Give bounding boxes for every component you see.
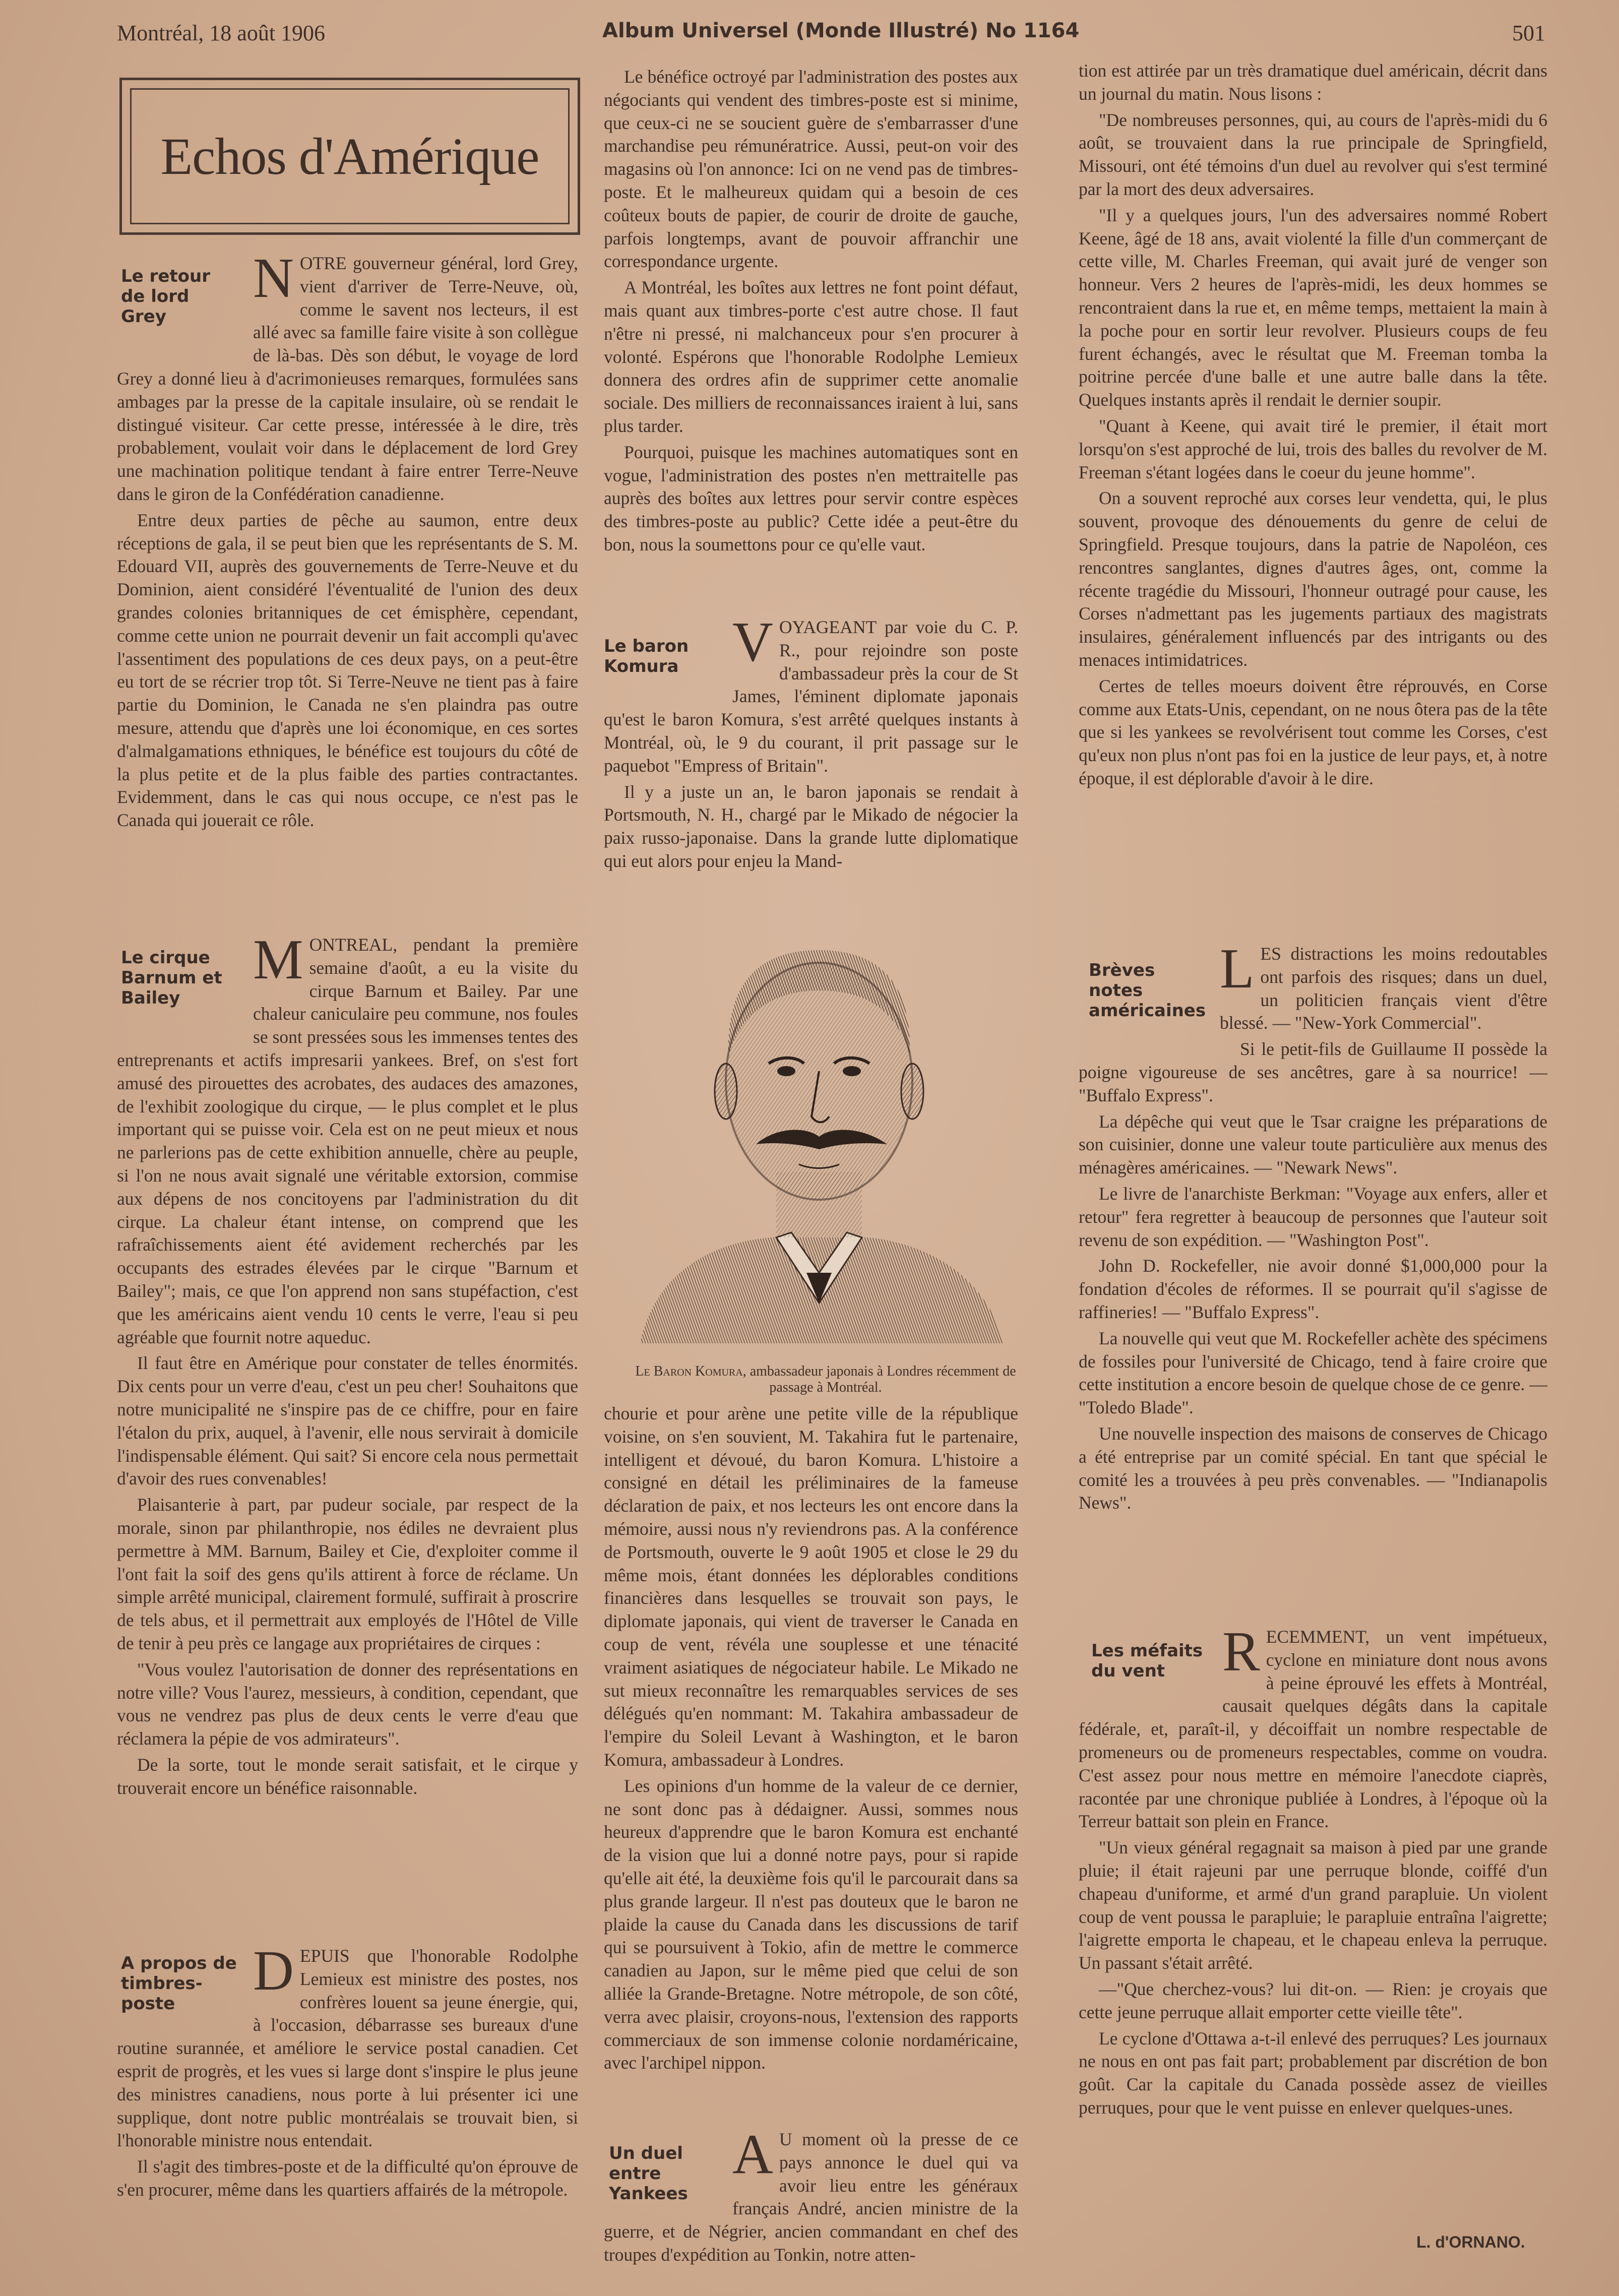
section-title-box — [119, 78, 580, 235]
article-duel — [604, 2123, 1018, 2270]
drop-cap: A — [732, 2123, 773, 2186]
paragraph: "Quant à Keene, qui avait tiré le premier, il était mort lorsqu'on s'est approché de lui, trois des balles du revolver de M. Freeman s'étant logées dans le coeur du jeune homme". — [1079, 415, 1547, 482]
sidebar-title-komura: Le baron Komura — [604, 636, 689, 676]
article-cirque — [117, 928, 578, 1803]
caption-name: Le Baron Komura, — [635, 1363, 746, 1379]
drop-cap: N — [253, 247, 294, 309]
engraved-portrait-icon — [625, 890, 1013, 1343]
paragraph: John D. Rockefeller, nie avoir donné $1,000,000 pour la fondation d'écoles de réformes. Il se pourrait qu'il s'agisse de raffineries! — "Buffalo Express". — [1079, 1256, 1547, 1322]
drop-cap: D — [253, 1940, 294, 2002]
paragraph: OYAGEANT par voie du C. P. R., pour rejoindre son poste d'ambassadeur près la cour de St James, l'éminent diplomate japonais qu'est le baron Komura, s'est arrêté quelques instants à Montréal, où, le 9 du courant, il prit passage sur le paquebot "Empress of Britain". — [604, 617, 1018, 776]
paragraph: Une nouvelle inspection des maisons de conserves de Chicago a été entreprise par un comité spécial. En tant que spécial le comité les a trouvées à peu près convenables. — "Indianapolis News". — [1079, 1423, 1547, 1513]
article-timbres-suite — [604, 66, 1018, 560]
sidebar-title-cirque: Le cirque Barnum et Bailey — [121, 948, 222, 1008]
section-title: Echos d'Amérique — [160, 127, 539, 185]
article-komura — [604, 611, 1018, 876]
article-lord-grey — [117, 247, 578, 835]
article-timbres — [117, 1940, 578, 2205]
article-duel-suite — [1079, 59, 1547, 793]
sidebar-title-lord-grey: Le retour de lord Grey — [121, 266, 210, 327]
drop-cap: V — [732, 611, 773, 673]
paragraph: chourie et pour arène une petite ville de la république voisine, on s'en souvient, M. Takahira fut le partenaire, intelligent et dévoué, du baron Komura. L'histoire a consigné en détail les préliminaires de la fameuse déclaration de paix, et nos lecteurs les ont encore dans la mémoire, aussi nous n'y reviendrons pas. A la conférence de Portsmouth, ouverte le 9 août 1905 et close le 29 du même mois, étant données les déplorables conditions financières dans lesquelles se trouvait son pays, le diplomate japonais, qui vient de traverser le Canada en coup de vent, révéla une souplesse et une ténacité vraiment asiatiques de négociateur habile. Le Mikado ne sut mieux reconnaître les remarquables services de ses délégués qu'en nommant: M. Takahira ambassadeur de l'empire du Soleil Levant à Washington, et le baron Komura, ambassadeur à Londres. — [604, 1403, 1018, 1770]
paragraph: A Montréal, les boîtes aux lettres ne font point défaut, mais quant aux timbres-porte c'est autre chose. Il faut n'être ni pressé, ni malchanceux pour s'en procurer à volonté. Espérons que l'honorable Rodolphe Lemieux donnera des ordres afin de supprimer cette anomalie sociale. Des milliers de reconnaissances iraient à lui, sans plus tarder. — [604, 277, 1018, 436]
paragraph: —"Que cherchez-vous? lui dit-on. — Rien: je croyais que cette jeune perruque allait emporter cette vieille tête". — [1079, 1978, 1547, 2022]
paragraph: Le livre de l'anarchiste Berkman: "Voyage aux enfers, aller et retour" fera regretter à beaucoup de personnes que l'auteur soit revenu de son expédition. — "Washington Post". — [1079, 1183, 1547, 1250]
paragraph: "Il y a quelques jours, l'un des adversaires nommé Robert Keene, âgé de 18 ans, avait violenté la fille d'un commerçant de cette ville, M. Charles Freeman, qui avait juré de venger son honneur. Vers 2 heures de l'après-midi, les deux hommes se rencontraient dans la rue et, en même temps, mettaient la main à la poche pour en sortir leur revolver. Plusieurs coups de feu furent échangés, avec le résultat que M. Freeman tomba la poitrine percée d'une balle et une autre balle dans la tête. Quelques instants après il rendait le dernier soupir. — [1079, 205, 1547, 410]
paragraph: La nouvelle qui veut que M. Rockefeller achète des spécimens de fossiles pour l'université de Chicago, tend à faire croire que cette institution a encore besoin de quelque chose de ce genre. — "Toledo Blade". — [1079, 1328, 1547, 1418]
paragraph: "Vous voulez l'autorisation de donner des représentations en notre ville? Vous l'aurez, messieurs, à condition, cependant, que vous ne vendrez pas plus de deux cents le verre d'eau que réclamera la pépie de vos admirateurs". — [117, 1659, 578, 1749]
paragraph: U moment où la presse de ce pays annonce le duel qui va avoir lieu entre les généraux français André, ancien ministre de la guerre, et de Négrier, ancien commandant en chef des troupes d'expédition au Tonkin, notre atten- — [604, 2129, 1018, 2265]
paragraph: La dépêche qui veut que le Tsar craigne les préparations de son cuisinier, donne une valeur toute particulière aux menus des ménagères américaines. — "Newark News". — [1079, 1111, 1547, 1178]
drop-cap: L — [1220, 938, 1255, 1000]
paragraph: Certes de telles moeurs doivent être réprouvés, en Corse comme aux Etats-Unis, cependant, on ne nous ôtera pas de la tête que si les yankees se revolvérisent tout comme les Corses, c'est qu'eux non plus n'ont pas foi en la justice de leur pays, et, à notre époque, il est déplorable d'avoir à le dire. — [1079, 675, 1547, 788]
caption-text: ambassadeur japonais à Londres récemment de passage à Montréal. — [746, 1363, 1016, 1395]
paragraph: Le bénéfice octroyé par l'administration des postes aux négociants qui vendent des timbres-poste est si minime, que ceux-ci ne se soucient guère de s'embarrasser d'une marchandise peu rémunératrice. Aussi, peut-on voir des magasins où l'on annonce: Ici on ne vend pas de timbres-poste. Et le malheureux quidam qui a besoin de ces coûteux bouts de papier, de courir de droite de gauche, parfois longtemps, avant de pouvoir affranchir une correspondance urgente. — [604, 67, 1018, 272]
paragraph: Il s'agit des timbres-poste et de la difficulté qu'on éprouve de s'en procurer, même dans les quartiers affairés de la métropole. — [117, 2156, 578, 2200]
header-title: Album Universel (Monde Illustré) No 1164 — [602, 19, 1080, 42]
paragraph: De la sorte, tout le monde serait satisfait, et le cirque y trouverait encore un bénéfice raisonnable. — [117, 1754, 578, 1798]
sidebar-title-timbres: A propos de timbres-poste — [121, 1953, 237, 2014]
paragraph: Entre deux parties de pêche au saumon, entre deux réceptions de gala, il se peut bien que les représentants de S. M. Edouard VII, auprès des gouvernements de Terre-Neuve et du Dominion, aient considéré l'éventualité de l'union des deux grandes colonies britanniques de cet émisphère, cependant, comme cette union ne pourrait devenir un fait accompli qu'avec l'assentiment des populations de ces deux pays, on a peut-être eu tort de se récrier trop tôt. Si Terre-Neuve ne tient pas à faire partie du Dominion, le Canada ne s'en plaindra pas outre mesure, attendu que d'après une loi économique, en ces sortes d'almalgamations ethniques, le bénéfice est toujours du côté de la plus petite et de la plus faible des parties contractantes. Evidemment, dans le cas qui nous occupe, ce n'est pas le Canada qui jouerait ce rôle. — [117, 510, 578, 831]
paragraph: ES distractions les moins redoutables ont parfois des risques; dans un duel, un politicien français vient d'être blessé. — "New-York Commercial". — [1220, 944, 1547, 1033]
paragraph: Les opinions d'un homme de la valeur de ce dernier, ne sont donc pas à dédaigner. Aussi, sommes nous heureux d'apprendre que le baron Komura est enchanté de la vision que lui a donné notre pays, pour si rapide qu'elle ait été, la deuxième fois qu'il le parcourait dans sa plus grande largeur. Il n'est pas douteux que le baron ne plaide la cause du Canada dans les discussions de tarif qui se poursuivent à Tokio, afin de mettre le commerce canadien au Japon, sur le même pied que celui de son alliée la Grande-Bretagne. Notre métropole, de son côté, verra avec plaisir, croyons-nous, l'extension des rapports commerciaux de son immense colonie nordaméricaine, avec l'archipel nippon. — [604, 1775, 1018, 2073]
paragraph: EPUIS que l'honorable Rodolphe Lemieux est ministre des postes, nos confrères louent sa jeune énergie, qui, à l'occasion, débarrasse ses bureaux d'une routine surannée, et améliore le service postal canadien. Cet esprit de progrès, et les vues si large dont s'inspire le plus jeune des ministres canadiens, nous porte à lui présenter ici une supplique, dont notre public montréalais se trouvait bien, si l'honorable ministre nous entendait. — [117, 1946, 578, 2151]
header-date: Montréal, 18 août 1906 — [117, 21, 326, 45]
sidebar-title-vent: Les méfaits du vent — [1091, 1641, 1203, 1681]
author-signature: L. d'ORNANO. — [1416, 2233, 1525, 2251]
paragraph: ONTREAL, pendant la première semaine d'août, a eu la visite du cirque Barnum et Bailey. Par une chaleur caniculaire peu commune, nos foules se sont pressées sous les immenses tentes des entreprenants et actifs impresarii yankees. Bref, on s'est fort amusé des pirouettes des acrobates, des audaces des amazones, de l'exhibit zoologique du cirque, — le plus complet et le plus important qui se puisse voir. Cela est on ne peut mieux et nous ne parlerions pas de cette exhibition annuelle, chère au peuple, si l'on ne nous avait signalé une véritable extorsion, commise aux dépens de nos concitoyens par l'administration du dit cirque. La chaleur étant intense, on comprend que les rafraîchissements aient été avidement recherchés par les occupants des estrades élevées par le cirque "Barnum et Bailey"; mais, ce que l'on apprend non sans stupéfaction, c'est que les américains aient vendu 10 cents le verre, l'eau si peu agréable que fournit notre aqueduc. — [117, 935, 578, 1347]
portrait-caption — [634, 1363, 1017, 1396]
drop-cap: R — [1222, 1621, 1260, 1683]
sidebar-title-breves: Brèves notes américaines — [1089, 960, 1206, 1021]
article-komura-suite — [604, 1402, 1018, 2078]
drop-cap: M — [253, 928, 303, 991]
paragraph: "Un vieux général regagnait sa maison à pied par une grande pluie; il était rajeuni par une perruque blonde, coiffé d'un chapeau d'uniforme, et armé d'un grand parapluie. Un violent coup de vent poussa le parapluie; le parapluie entraîna l'aigrette; l'aigrette emporta le chapeau, et le chapeau enleva la perruque. Un passant s'était arrêté. — [1079, 1837, 1547, 1973]
paragraph: Pourquoi, puisque les machines automatiques sont en vogue, l'administration des postes n'en mettraitelle pas auprès des boîtes aux lettres pour servir contre espèces des timbres-poste au public? Cette idée a peut-être du bon, nous la soumettons pour ce qu'elle vaut. — [604, 442, 1018, 554]
paragraph: Si le petit-fils de Guillaume II possède la poigne vigoureuse de ses ancêtres, gare à sa nourrice! — "Buffalo Express". — [1079, 1039, 1547, 1105]
article-breves — [1079, 938, 1547, 1518]
article-vent — [1079, 1621, 1547, 2123]
paragraph: Il y a juste un an, le baron japonais se rendait à Portsmouth, N. H., chargé par le Mikado de négocier la paix russo-japonaise. Dans la grande lutte diplomatique qui eut alors pour enjeu la Mand- — [604, 781, 1018, 871]
paragraph: On a souvent reproché aux corses leur vendetta, qui, le plus souvent, provoque des dénouements du genre de celui de Springfield. Presque toujours, dans la patrie de Napoléon, ces rencontres sanglantes, dignes d'autres âges, ont, comme la récente tragédie du Missouri, l'honneur outragé pour cause, les Corses n'admettant pas les jugements partiaux des magistrats insulaires, généralement influencés par des intrigants ou des menaces intimidatrices. — [1079, 488, 1547, 670]
paragraph: Le cyclone d'Ottawa a-t-il enlevé des perruques? Les journaux ne nous en ont pas fait part; probablement par discrétion de bon goût. Car la capitale du Canada possède assez de vieilles perruques, pour que le vent puisse en enlever quelques-unes. — [1079, 2028, 1547, 2118]
page-number: 501 — [1512, 21, 1545, 45]
paragraph: Il faut être en Amérique pour constater de telles énormités. Dix cents pour un verre d'eau, c'est un peu cher! Souhaitons que notre municipalité ne s'inspire pas de ce chiffre, pour en faire l'étalon du prix, auquel, à l'avenir, elle nous servirait à domicile l'indispensable élément. Qui sait? Si encore cela nous permettait d'avoir des rues convenables! — [117, 1353, 578, 1489]
paragraph: OTRE gouverneur général, lord Grey, vient d'arriver de Terre-Neuve, où, comme le savent nos lecteurs, il est allé avec sa famille faire visite à son collègue de là-bas. Dès son début, le voyage de lord Grey a donné lieu à d'acrimonieuses remarques, formulées sans ambages par la presse de la capitale insulaire, où se rendait le distingué visiteur. Car cette presse, intéressée à le dire, très probablement, voulait voir dans le déplacement de lord Grey une machination politique tendant à faire entrer Terre-Neuve dans le giron de la Confédération canadienne. — [117, 253, 578, 504]
paragraph: tion est attirée par un très dramatique duel américain, décrit dans un journal du matin. Nous lisons : — [1079, 60, 1547, 104]
sidebar-title-duel: Un duel entre Yankees — [609, 2143, 688, 2204]
paragraph: "De nombreuses personnes, qui, au cours de l'après-midi du 6 août, se trouvaient dans la rue principale de Springfield, Missouri, ont été témoins d'un duel au revolver qui s'est terminé par la mort des deux adversaires. — [1079, 109, 1547, 199]
paragraph: Plaisanterie à part, par pudeur sociale, par respect de la morale, sinon par philanthropie, nos édiles ne devraient plus permettre à MM. Barnum, Bailey et Cie, d'exploiter comme il l'ont fait la soif des gens qu'ils attirent à force de réclame. Un simple arrêté municipal, clairement formulé, suffirait à proscrire de tels abus, et il permettrait aux employés de l'Hôtel de Ville de tenir à peu près ce langage aux propriétaires de cirques : — [117, 1495, 578, 1653]
paragraph: ECEMMENT, un vent impétueux, cyclone en miniature dont nous avons à peine éprouvé les effets à Montréal, causait quelques dégâts dans la capitale fédérale, et, paraît-il, y décoiffait un nombre respectable de promeneurs ou de promeneurs respectables, comme on voudra. C'est assez pour nous mettre en mémoire l'anecdote ciaprès, racontée par une chronique publiée à Londres, à l'époque où la Terreur battait son plein en France. — [1079, 1627, 1547, 1832]
